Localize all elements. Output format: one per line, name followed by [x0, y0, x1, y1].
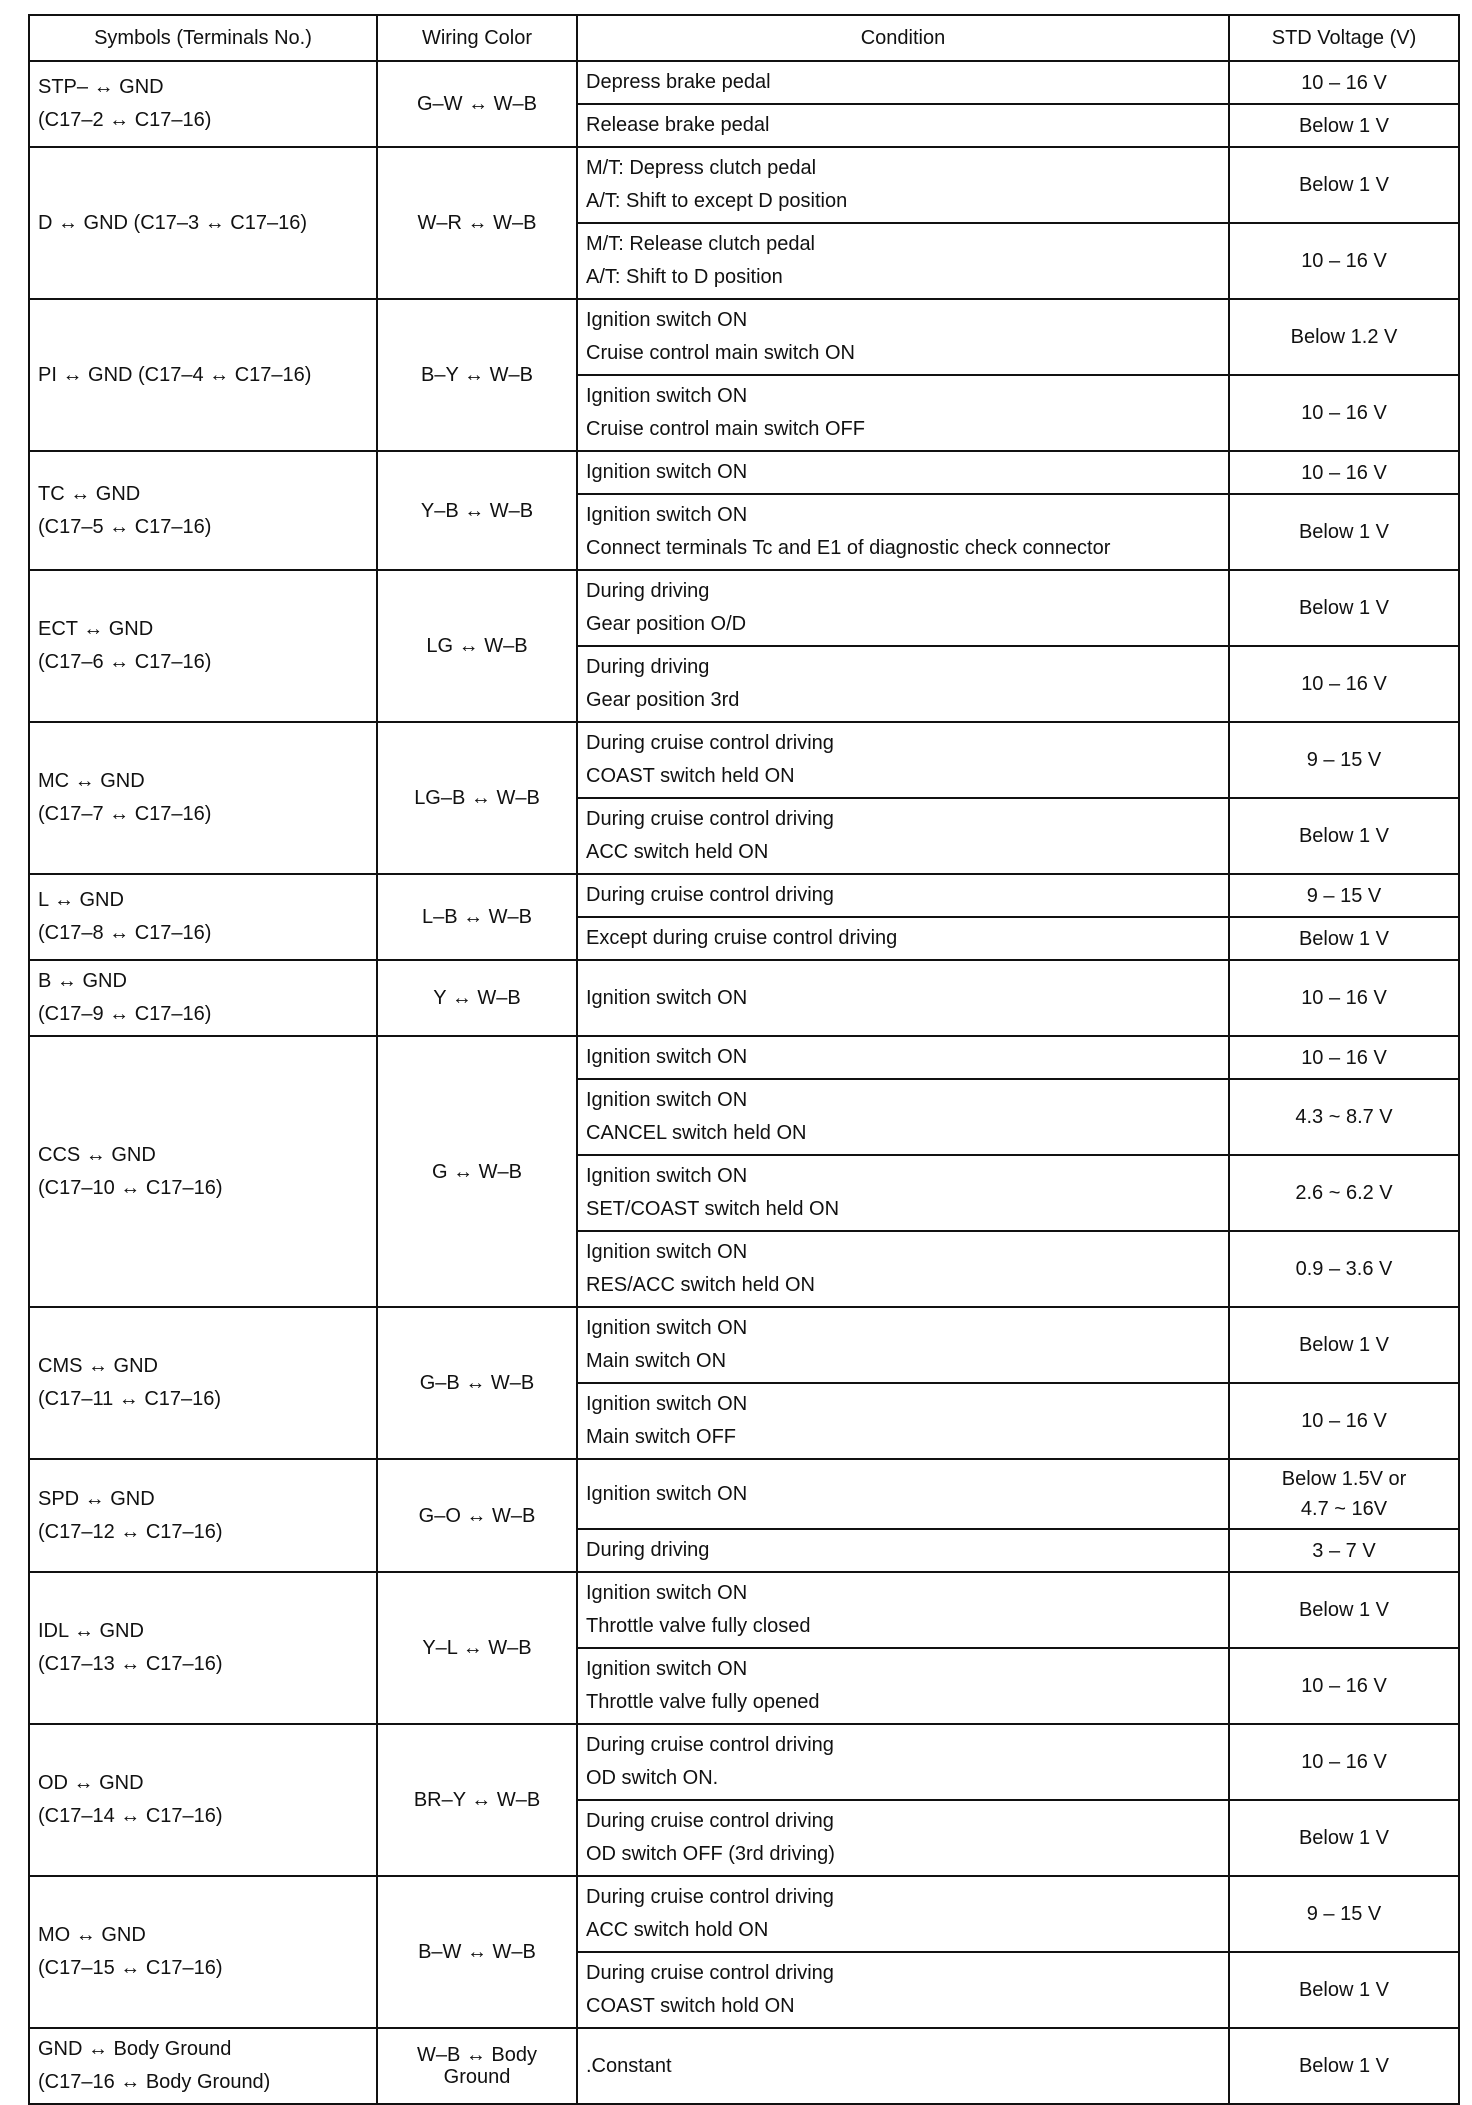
condition-cell	[577, 1648, 1229, 1724]
symbol-cell	[29, 147, 377, 299]
text-line: Below 1 V	[1298, 114, 1390, 137]
text-line: (C17–16 ↔ Body Ground)	[38, 2071, 271, 2093]
table-row	[29, 1307, 1459, 1383]
text-line: LG–B ↔ W–B	[414, 787, 540, 809]
text-line: SET/COAST switch held ON	[586, 1198, 840, 1220]
table-row	[29, 960, 1459, 1036]
header-wiring-color: Wiring Color	[377, 15, 577, 61]
text-line: 10 – 16 V	[1301, 1410, 1387, 1432]
text-line: (C17–11 ↔ C17–16)	[38, 1388, 222, 1410]
std-voltage-cell	[1229, 375, 1459, 451]
text-line: Ignition switch ON	[586, 504, 748, 526]
condition-cell	[577, 570, 1229, 646]
text-line: (C17–5 ↔ C17–16)	[38, 515, 212, 538]
std-voltage-cell	[1229, 147, 1459, 223]
text-line: MO ↔ GND	[38, 1924, 146, 1946]
text-line: OD ↔ GND	[38, 1772, 144, 1794]
text-line: 10 – 16 V	[1301, 1675, 1387, 1697]
text-line: M/T: Release clutch pedal	[586, 233, 816, 255]
text-line: Ignition switch ON	[586, 1393, 748, 1415]
text-line: Below 1 V	[1298, 2055, 1390, 2077]
header-std-voltage: STD Voltage (V)	[1229, 15, 1459, 61]
condition-cell	[577, 299, 1229, 375]
wiring-color-cell	[377, 2028, 577, 2104]
text-line: 4.7 ~ 16V	[1300, 1498, 1388, 1520]
text-line: Ignition switch ON	[586, 385, 748, 407]
table-body	[29, 61, 1459, 2104]
symbol-cell	[29, 1572, 377, 1724]
text-line: Ignition switch ON	[586, 1482, 748, 1505]
text-line: 9 – 15 V	[1306, 749, 1382, 771]
symbol-cell	[29, 874, 377, 960]
text-line: CMS ↔ GND	[38, 1355, 158, 1377]
text-line: W–R ↔ W–B	[417, 212, 537, 234]
text-line: Below 1 V	[1298, 825, 1390, 847]
wiring-color-cell	[377, 1724, 577, 1876]
std-voltage-cell	[1229, 1036, 1459, 1079]
text-line: During cruise control driving	[586, 732, 834, 754]
table-row	[29, 147, 1459, 223]
condition-cell	[577, 1952, 1229, 2028]
text-line: 10 – 16 V	[1301, 1751, 1387, 1773]
condition-cell	[577, 960, 1229, 1036]
text-line: G–O ↔ W–B	[418, 1504, 536, 1527]
condition-cell	[577, 1529, 1229, 1572]
std-voltage-cell	[1229, 722, 1459, 798]
condition-cell	[577, 104, 1229, 147]
symbol-cell	[29, 722, 377, 874]
text-line: L–B ↔ W–B	[421, 906, 533, 928]
condition-cell	[577, 1724, 1229, 1800]
condition-cell	[577, 1572, 1229, 1648]
condition-cell	[577, 722, 1229, 798]
table-row	[29, 1459, 1459, 1529]
text-line: COAST switch held ON	[586, 765, 795, 787]
condition-cell	[577, 147, 1229, 223]
text-line: Ignition switch ON	[586, 461, 748, 483]
condition-cell	[577, 2028, 1229, 2104]
text-line: During driving	[586, 1539, 710, 1561]
wiring-color-cell	[377, 722, 577, 874]
text-line: Ignition switch ON	[586, 1241, 748, 1263]
text-line: (C17–14 ↔ C17–16)	[38, 1805, 223, 1827]
condition-cell	[577, 1079, 1229, 1155]
text-line: LG ↔ W–B	[426, 635, 528, 657]
wiring-color-cell	[377, 1876, 577, 2028]
wiring-color-cell	[377, 1459, 577, 1572]
table-row	[29, 722, 1459, 798]
std-voltage-cell	[1229, 874, 1459, 917]
text-line: Main switch ON	[586, 1350, 727, 1372]
text-line: Ignition switch ON	[586, 309, 748, 331]
symbol-cell	[29, 451, 377, 570]
text-line: A/T: Shift to except D position	[586, 190, 848, 212]
std-voltage-cell	[1229, 1459, 1459, 1529]
text-line: COAST switch hold ON	[586, 1995, 795, 2017]
wiring-color-cell	[377, 61, 577, 147]
symbol-cell	[29, 1036, 377, 1307]
std-voltage-cell	[1229, 917, 1459, 960]
symbol-cell	[29, 1876, 377, 2028]
table-row	[29, 1724, 1459, 1800]
condition-cell	[577, 1383, 1229, 1459]
text-line: B–W ↔ W–B	[418, 1941, 536, 1963]
text-line: G ↔ W–B	[431, 1160, 522, 1183]
header-condition: Condition	[577, 15, 1229, 61]
std-voltage-cell	[1229, 960, 1459, 1036]
voltage-spec-table	[28, 14, 1460, 2105]
std-voltage-cell	[1229, 1572, 1459, 1648]
table-row	[29, 570, 1459, 646]
text-line: TC ↔ GND	[38, 482, 141, 505]
std-voltage-cell	[1229, 1724, 1459, 1800]
text-line: (C17–13 ↔ C17–16)	[38, 1653, 223, 1675]
std-voltage-cell	[1229, 646, 1459, 722]
text-line: B–Y ↔ W–B	[421, 364, 533, 386]
text-line: W–B ↔ Body	[416, 2044, 538, 2066]
text-line: B ↔ GND	[38, 970, 127, 992]
text-line: RES/ACC switch held ON	[586, 1274, 815, 1296]
symbol-cell	[29, 570, 377, 722]
condition-cell	[577, 874, 1229, 917]
std-voltage-cell	[1229, 1876, 1459, 1952]
text-line: 10 – 16 V	[1301, 402, 1387, 424]
wiring-color-cell	[377, 1307, 577, 1459]
std-voltage-cell	[1229, 1383, 1459, 1459]
text-line: Ignition switch ON	[586, 1046, 748, 1068]
text-line: Below 1 V	[1298, 1334, 1390, 1356]
text-line: SPD ↔ GND	[38, 1487, 155, 1510]
text-line: .Constant	[586, 2054, 672, 2077]
text-line: Ignition switch ON	[586, 986, 748, 1009]
text-line: (C17–15 ↔ C17–16)	[38, 1957, 223, 1979]
wiring-color-cell	[377, 1572, 577, 1724]
text-line: Below 1 V	[1298, 1979, 1390, 2001]
text-line: Ground	[443, 2066, 511, 2088]
text-line: Ignition switch ON	[586, 1317, 748, 1339]
std-voltage-cell	[1229, 2028, 1459, 2104]
text-line: Y–L ↔ W–B	[422, 1637, 532, 1659]
std-voltage-cell	[1229, 1079, 1459, 1155]
text-line: BR–Y ↔ W–B	[413, 1789, 541, 1811]
text-line: Throttle valve fully closed	[586, 1615, 811, 1637]
symbol-cell	[29, 1724, 377, 1876]
condition-cell	[577, 798, 1229, 874]
text-line: Ignition switch ON	[586, 1089, 748, 1111]
text-line: During cruise control driving	[586, 1734, 834, 1756]
text-line: During driving	[586, 656, 710, 678]
condition-cell	[577, 1459, 1229, 1529]
text-line: CANCEL switch held ON	[586, 1122, 807, 1144]
wiring-color-cell	[377, 570, 577, 722]
table-row	[29, 1876, 1459, 1952]
text-line: OD switch ON.	[586, 1767, 719, 1789]
table-row	[29, 1572, 1459, 1648]
text-line: Cruise control main switch OFF	[586, 418, 865, 440]
wiring-color-cell	[377, 451, 577, 570]
condition-cell	[577, 1307, 1229, 1383]
std-voltage-cell	[1229, 1231, 1459, 1307]
text-line: Y–B ↔ W–B	[420, 499, 534, 522]
std-voltage-cell	[1229, 1529, 1459, 1572]
text-line: G–B ↔ W–B	[419, 1372, 535, 1394]
text-line: (C17–7 ↔ C17–16)	[38, 803, 212, 825]
text-line: Below 1 V	[1298, 927, 1390, 950]
text-line: (C17–10 ↔ C17–16)	[38, 1176, 223, 1199]
condition-cell	[577, 375, 1229, 451]
condition-cell	[577, 1231, 1229, 1307]
text-line: Except during cruise control driving	[586, 927, 898, 949]
text-line: CCS ↔ GND	[38, 1143, 156, 1166]
condition-cell	[577, 1800, 1229, 1876]
symbol-cell	[29, 299, 377, 451]
symbol-cell	[29, 2028, 377, 2104]
text-line: (C17–2 ↔ C17–16)	[38, 109, 212, 131]
std-voltage-cell	[1229, 1648, 1459, 1724]
text-line: (C17–12 ↔ C17–16)	[38, 1520, 223, 1543]
text-line: 10 – 16 V	[1301, 1046, 1387, 1069]
table-row	[29, 1036, 1459, 1079]
std-voltage-cell	[1229, 451, 1459, 494]
table-row	[29, 451, 1459, 494]
text-line: D ↔ GND (C17–3 ↔ C17–16)	[38, 211, 307, 234]
text-line: 0.9 – 3.6 V	[1295, 1258, 1393, 1280]
condition-cell	[577, 494, 1229, 570]
text-line: 10 – 16 V	[1301, 250, 1387, 272]
wiring-color-cell	[377, 147, 577, 299]
text-line: Below 1 V	[1298, 1599, 1390, 1621]
symbol-cell	[29, 960, 377, 1036]
symbol-cell	[29, 1307, 377, 1459]
text-line: 9 – 15 V	[1306, 884, 1382, 907]
text-line: IDL ↔ GND	[38, 1620, 144, 1642]
std-voltage-cell	[1229, 570, 1459, 646]
text-line: MC ↔ GND	[38, 770, 145, 792]
condition-cell	[577, 646, 1229, 722]
text-line: 10 – 16 V	[1301, 987, 1387, 1009]
std-voltage-cell	[1229, 798, 1459, 874]
text-line: GND ↔ Body Ground	[38, 2038, 232, 2060]
text-line: ECT ↔ GND	[38, 618, 154, 640]
text-line: 3 – 7 V	[1312, 1539, 1376, 1562]
text-line: During cruise control driving	[586, 884, 834, 906]
symbol-cell	[29, 1459, 377, 1572]
text-line: 4.3 ~ 8.7 V	[1295, 1106, 1393, 1128]
text-line: G–W ↔ W–B	[416, 93, 537, 115]
text-line: During cruise control driving	[586, 1962, 834, 1984]
wiring-color-cell	[377, 960, 577, 1036]
table-row	[29, 874, 1459, 917]
text-line: A/T: Shift to D position	[586, 266, 783, 288]
text-line: OD switch OFF (3rd driving)	[586, 1843, 835, 1865]
text-line: Y ↔ W–B	[433, 987, 521, 1009]
text-line: Below 1 V	[1298, 174, 1390, 196]
condition-cell	[577, 1155, 1229, 1231]
text-line: Throttle valve fully opened	[586, 1691, 820, 1713]
text-line: 9 – 15 V	[1306, 1903, 1382, 1925]
condition-cell	[577, 1036, 1229, 1079]
text-line: M/T: Depress clutch pedal	[586, 157, 817, 179]
text-line: Below 1.5V or	[1281, 1468, 1407, 1490]
text-line: Below 1 V	[1298, 1827, 1390, 1849]
std-voltage-cell	[1229, 1952, 1459, 2028]
text-line: During cruise control driving	[586, 1810, 834, 1832]
text-line: During cruise control driving	[586, 1886, 834, 1908]
text-line: L ↔ GND	[38, 889, 124, 911]
text-line: (C17–9 ↔ C17–16)	[38, 1003, 212, 1025]
condition-cell	[577, 61, 1229, 104]
text-line: 10 – 16 V	[1301, 71, 1387, 94]
symbol-cell	[29, 61, 377, 147]
condition-cell	[577, 917, 1229, 960]
text-line: During driving	[586, 580, 710, 602]
std-voltage-cell	[1229, 1155, 1459, 1231]
text-line: Main switch OFF	[586, 1426, 737, 1448]
text-line: Release brake pedal	[586, 114, 770, 136]
text-line: (C17–8 ↔ C17–16)	[38, 922, 212, 944]
table-row	[29, 299, 1459, 375]
header-row	[29, 15, 1459, 61]
text-line: Ignition switch ON	[586, 1165, 748, 1187]
text-line: Cruise control main switch ON	[586, 342, 855, 364]
text-line: 2.6 ~ 6.2 V	[1295, 1182, 1393, 1204]
text-line: Ignition switch ON	[586, 1658, 748, 1680]
wiring-color-cell	[377, 874, 577, 960]
text-line: Gear position 3rd	[586, 689, 740, 711]
std-voltage-cell	[1229, 299, 1459, 375]
text-line: 10 – 16 V	[1301, 461, 1387, 484]
text-line: Below 1 V	[1298, 597, 1390, 619]
condition-cell	[577, 223, 1229, 299]
text-line: Below 1 V	[1298, 521, 1390, 543]
std-voltage-cell	[1229, 61, 1459, 104]
wiring-color-cell	[377, 299, 577, 451]
text-line: PI ↔ GND (C17–4 ↔ C17–16)	[38, 363, 312, 386]
std-voltage-cell	[1229, 1800, 1459, 1876]
text-line: 10 – 16 V	[1301, 673, 1387, 695]
std-voltage-cell	[1229, 104, 1459, 147]
text-line: Depress brake pedal	[586, 71, 771, 93]
text-line: (C17–6 ↔ C17–16)	[38, 651, 212, 673]
condition-cell	[577, 1876, 1229, 1952]
condition-cell	[577, 451, 1229, 494]
text-line: ACC switch held ON	[586, 841, 769, 863]
text-line: During cruise control driving	[586, 808, 834, 830]
table-row	[29, 2028, 1459, 2104]
header-symbols: Symbols (Terminals No.)	[29, 15, 377, 61]
voltage-spec-table-wrapper	[28, 14, 1458, 2105]
std-voltage-cell	[1229, 494, 1459, 570]
std-voltage-cell	[1229, 1307, 1459, 1383]
text-line: ACC switch hold ON	[586, 1919, 769, 1941]
std-voltage-cell	[1229, 223, 1459, 299]
table-row	[29, 61, 1459, 104]
text-line: Below 1.2 V	[1290, 326, 1398, 348]
wiring-color-cell	[377, 1036, 577, 1307]
text-line: Ignition switch ON	[586, 1582, 748, 1604]
text-line: Connect terminals Tc and E1 of diagnostic check connector	[586, 537, 1111, 559]
text-line: STP– ↔ GND	[38, 76, 164, 98]
text-line: Gear position O/D	[586, 613, 747, 635]
